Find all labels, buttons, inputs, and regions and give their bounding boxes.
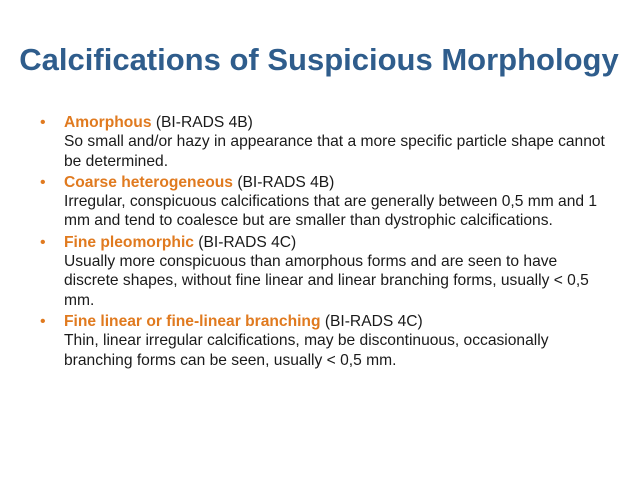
item-term: Fine linear or fine-linear branching: [64, 312, 321, 330]
bullet-icon: •: [40, 312, 46, 330]
bullet-list: [38, 113, 608, 372]
item-description: Irregular, conspicuous calcifications that are generally between 0,5 mm and 1 mm and tend to coalesce but are smaller than dystrophic calcifications.: [64, 193, 598, 230]
item-description: Thin, linear irregular calcifications, may be discontinuous, occasionally branching forms can be seen, usually < 0,5 mm.: [64, 332, 549, 369]
item-term: Coarse heterogeneous: [64, 173, 233, 191]
bullet-icon: •: [40, 114, 46, 131]
item-description: Usually more conspicuous than amorphous forms and are seen to have discrete shapes, without fine linear and linear branching forms, usually < 0,5 mm.: [64, 253, 589, 309]
item-category: (BI-RADS 4C): [193, 233, 297, 251]
list-item: [38, 233, 608, 310]
item-description: So small and/or hazy in appearance that a more specific particle shape cannot be determined.: [64, 133, 605, 170]
item-category: (BI-RADS 4B): [151, 114, 253, 131]
item-category: (BI-RADS 4B): [232, 173, 335, 191]
item-category: (BI-RADS 4C): [320, 312, 423, 330]
slide-title: Calcifications of Suspicious Morphology: [19, 42, 619, 77]
list-item: [38, 312, 608, 370]
list-item: [38, 113, 608, 171]
item-term: Amorphous: [64, 114, 152, 131]
bullet-icon: •: [40, 233, 46, 251]
list-item: [38, 173, 608, 231]
item-term: Fine pleomorphic: [64, 233, 194, 251]
bullet-icon: •: [40, 173, 46, 191]
